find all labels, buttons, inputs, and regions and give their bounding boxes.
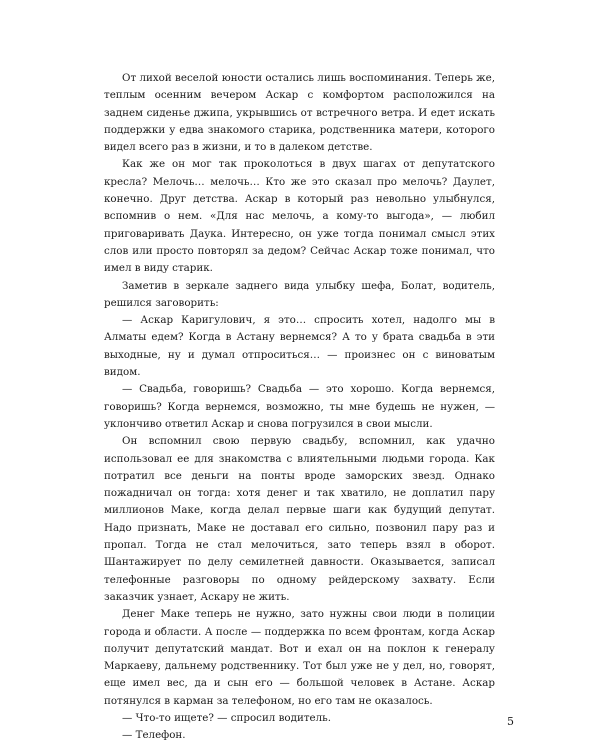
paragraph-6: Он вспомнил свою первую свадьбу, вспомнил, как удачно использовал ее для знакомства с влиятельными людьми города. Как потратил все деньги на понты вроде заморских звезд. Однако пожадничал он тогда: хотя денег и так хватило, не доплатил пару миллионов Маке, когда делал первые шаги как будущий депутат. Надо признать, Маке не доставал его сильно, позвонил пару раз и пропал. Тогда не стал мелочиться, зато теперь взял в оборот. Шантажирует по делу семилетней давности. Оказывается, записал телефонные разговоры по одному рейдерскому захвату. Если заказчик узнает, Аскару не жить. — [104, 435, 495, 603]
paragraph-5: — Свадьба, говоришь? Свадьба — это хорошо. Когда вернемся, говоришь? Когда вернемся, возможно, ты мне будешь не нужен, — уклончиво ответил Аскар и снова погрузился в свои мысли. — [104, 383, 495, 430]
paragraph-8: — Что-то ищете? — спросил водитель. — [122, 711, 332, 724]
page-number: 5 — [507, 715, 514, 728]
paragraph-7: Денег Маке теперь не нужно, зато нужны свои люди в полиции города и области. А после — поддержка по всем фронтам, когда Аскар получит депутатский мандат. Вот и ехал он на поклон к генералу Маркаеву, дальнему родственнику. Тот был уже не у дел, но, говорят, еще имел вес, да и сын его — большой человек в Астане. Аскар потянулся в карман за телефоном, но его там не оказалось. — [104, 608, 495, 707]
body-text — [104, 70, 495, 745]
paragraph-3: Заметив в зеркале заднего вида улыбку шефа, Болат, водитель, решился заговорить: — [104, 279, 495, 309]
paragraph-2: Как же он мог так проколоться в двух шагах от депутатского кресла? Мелочь… мелочь… Кто же это сказал про мелочь? Даулет, конечно. Друг детства. Аскар в который раз невольно улыбнулся, вспомнив о нем. «Для нас мелочь, а кому-то выгода», — любил приговаривать Даука. Интересно, он уже тогда понимал смысл этих слов или просто повторял за дедом? Сейчас Аскар тоже понимал, что имел в виду старик. — [104, 158, 495, 275]
paragraph-1: От лихой веселой юности остались лишь воспоминания. Теперь же, теплым осенним вечером Аскар с комфортом расположился на заднем сиденье джипа, укрывшись от встречного ветра. И едет искать поддержки у едва знакомого старика, родственника матери, которого видел всего раз в жизни, и то в далеком детстве. — [104, 72, 495, 154]
paragraph-4: — Аскар Каригулович, я это… спросить хотел, надолго мы в Алматы едем? Когда в Астану вернемся? А то у брата свадьба в эти выходные, ну и думал отпроситься… — произнес он с виноватым видом. — [104, 314, 495, 379]
paragraph-9: — Телефон. — [122, 729, 186, 742]
